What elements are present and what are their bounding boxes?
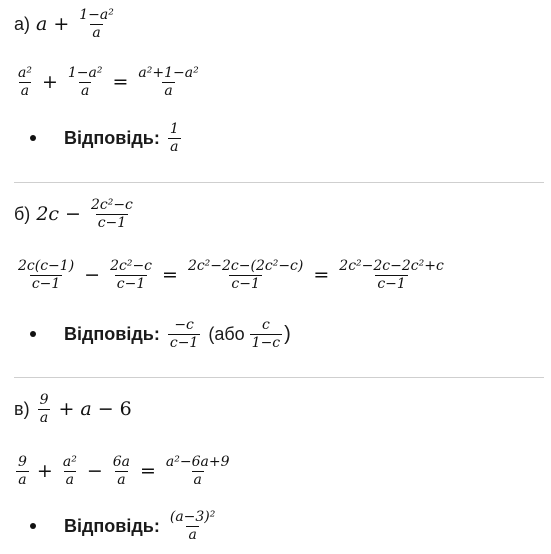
solution-a-op: + — [41, 71, 58, 94]
solution-b-op: − — [84, 264, 101, 287]
problem-b — [14, 198, 137, 230]
solution-a-frac-2: $\frac{\text{1−a²}}{a}$ — [67, 65, 103, 99]
solution-b — [14, 259, 448, 291]
divider — [14, 182, 544, 183]
solution-a-equals: = — [112, 71, 129, 94]
solution-b-frac-3: $\frac{\text{2c²−2c−(2c²−c)}}{c-1}$ — [187, 258, 304, 292]
solution-b-equals-2: = — [313, 264, 330, 287]
answer-a — [30, 122, 183, 154]
solution-c-frac-1: $\frac{9}{a}$ — [18, 454, 27, 488]
label-a: а) — [14, 13, 31, 34]
solution-c-op-1: + — [36, 460, 53, 483]
problem-c-op-1: + — [58, 398, 75, 421]
solution-c-frac-4: $\frac{\text{a²−6a+9}}{a}$ — [165, 454, 230, 488]
problem-a-op: + — [53, 13, 70, 36]
problem-c-tail: 6 — [119, 398, 132, 421]
solution-c-frac-3: $\frac{6a}{a}$ — [112, 454, 130, 488]
answer-c-label: Відповідь: — [64, 515, 160, 536]
problem-a-fraction: $\frac{\text{1−a²}}{a}$ — [79, 7, 114, 41]
solution-b-frac-4: $\frac{\text{2c²−2c−2c²+c}}{c-1}$ — [339, 258, 444, 292]
answer-b-alt-text: (або — [208, 323, 245, 344]
problem-a — [14, 8, 118, 40]
answer-c — [30, 510, 219, 542]
answer-a-label: Відповідь: — [64, 127, 160, 148]
bullet — [30, 135, 36, 141]
answer-b-label: Відповідь: — [64, 323, 160, 344]
label-c: в) — [14, 398, 30, 419]
bullet — [30, 523, 36, 529]
divider — [14, 377, 544, 378]
solution-b-equals-1: = — [162, 264, 178, 287]
solution-b-frac-2: $\frac{\text{2c²−c}}{c-1}$ — [110, 258, 153, 292]
label-b: б) — [14, 203, 31, 224]
answer-a-fraction: $\frac{1}{a}$ — [169, 121, 179, 155]
bullet — [30, 331, 36, 337]
answer-b — [30, 318, 291, 350]
solution-c-frac-2: $\frac{\text{a²}}{a}$ — [62, 454, 77, 488]
problem-b-lead: 2c — [36, 203, 60, 226]
answer-c-fraction: $\frac{\text{(a−3)²}}{a}$ — [169, 509, 216, 543]
solution-c — [14, 455, 234, 487]
answer-b-alt-fraction: $\frac{c}{1-c}$ — [251, 317, 281, 351]
problem-c-mid: a — [80, 398, 92, 421]
solution-c-op-2: − — [86, 460, 103, 483]
solution-a-frac-1: $\frac{\text{a²}}{a}$ — [18, 65, 32, 99]
problem-c-fraction: $\frac{9}{a}$ — [39, 392, 49, 426]
solution-c-equals: = — [140, 460, 156, 483]
problem-b-fraction: $\frac{\text{2c²−c}}{c-1}$ — [90, 197, 133, 231]
answer-b-fraction: $\frac{-c}{c-1}$ — [169, 317, 199, 351]
problem-c — [14, 393, 132, 425]
problem-c-op-2: − — [97, 398, 114, 421]
solution-a — [14, 66, 203, 98]
solution-a-frac-3: $\frac{\text{a²+1−a²}}{a}$ — [138, 65, 199, 99]
problem-b-op: − — [65, 203, 81, 226]
answer-b-close-paren: ) — [284, 322, 291, 345]
problem-a-lead: a — [36, 13, 48, 36]
solution-b-frac-1: $\frac{2c(c-1)}{c-1}$ — [18, 258, 75, 292]
